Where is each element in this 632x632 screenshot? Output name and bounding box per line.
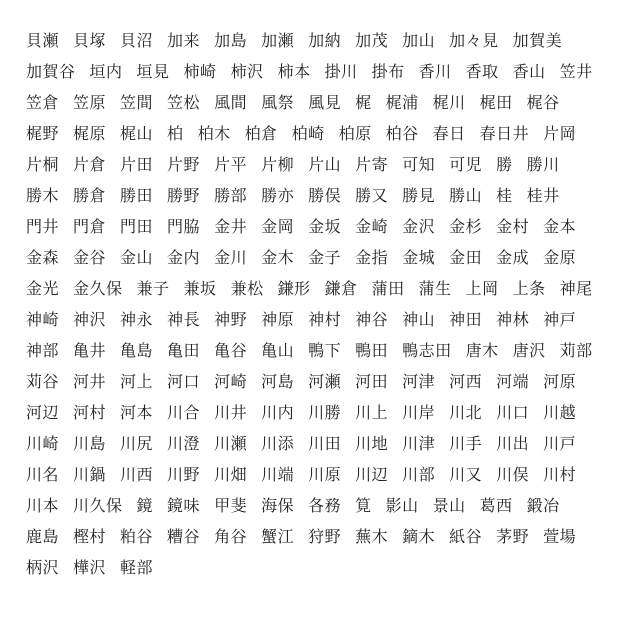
surname-item: 狩野 xyxy=(308,527,342,546)
surname-item: 甲斐 xyxy=(214,496,248,515)
surname-item: 加山 xyxy=(402,31,436,50)
surname-item: 加賀谷 xyxy=(26,62,76,81)
surname-item: 加々見 xyxy=(449,31,499,50)
surname-item: 金川 xyxy=(214,248,248,267)
surname-item: 川勝 xyxy=(308,403,342,422)
surname-item: 河田 xyxy=(355,372,389,391)
surname-item: 樺沢 xyxy=(73,558,107,577)
surname-item: 鎌倉 xyxy=(324,279,358,298)
surname-item: 河島 xyxy=(261,372,295,391)
surname-item: 貝瀬 xyxy=(26,31,60,50)
surname-item: 川井 xyxy=(214,403,248,422)
surname-item: 鴨志田 xyxy=(402,341,452,360)
surname-item: 勝部 xyxy=(214,186,248,205)
surname-item: 河原 xyxy=(543,372,577,391)
surname-item: 金崎 xyxy=(355,217,389,236)
surname-item: 川端 xyxy=(261,465,295,484)
surname-item: 金山 xyxy=(120,248,154,267)
surname-item: 川村 xyxy=(543,465,577,484)
surname-item: 川部 xyxy=(402,465,436,484)
surname-item: 可児 xyxy=(449,155,483,174)
surname-item: 神沢 xyxy=(73,310,107,329)
surname-item: 金田 xyxy=(449,248,483,267)
surname-item: 川尻 xyxy=(120,434,154,453)
surname-item: 蟹江 xyxy=(261,527,295,546)
surname-item: 川手 xyxy=(449,434,483,453)
surname-item: 掛川 xyxy=(324,62,358,81)
surname-item: 笠原 xyxy=(73,93,107,112)
surname-item: 加瀬 xyxy=(261,31,295,50)
surname-item: 加島 xyxy=(214,31,248,50)
surname-item: 金光 xyxy=(26,279,60,298)
surname-item: 金坂 xyxy=(308,217,342,236)
surname-item: 亀島 xyxy=(120,341,154,360)
surname-item: 笠松 xyxy=(167,93,201,112)
surname-item: 勝木 xyxy=(26,186,60,205)
surname-item: 粕谷 xyxy=(120,527,154,546)
surname-item: 神林 xyxy=(496,310,530,329)
surname-item: 川口 xyxy=(496,403,530,422)
surname-item: 影山 xyxy=(385,496,419,515)
surname-item: 神村 xyxy=(308,310,342,329)
surname-item: 春日 xyxy=(432,124,466,143)
surname-item: 川澄 xyxy=(167,434,201,453)
surname-item: 金内 xyxy=(167,248,201,267)
surname-item: 神山 xyxy=(402,310,436,329)
surname-item: 片野 xyxy=(167,155,201,174)
surname-item: 勝又 xyxy=(355,186,389,205)
surname-item: 神原 xyxy=(261,310,295,329)
surname-item: 柏倉 xyxy=(244,124,278,143)
surname-item: 苅部 xyxy=(559,341,593,360)
surname-item: 風祭 xyxy=(261,93,295,112)
surname-item: 金城 xyxy=(402,248,436,267)
surname-item: 樫村 xyxy=(73,527,107,546)
surname-item: 門脇 xyxy=(167,217,201,236)
surname-item: 河西 xyxy=(449,372,483,391)
surname-item: 貝沼 xyxy=(120,31,154,50)
surname-item: 鹿島 xyxy=(26,527,60,546)
surname-item: 片柳 xyxy=(261,155,295,174)
surname-item: 金久保 xyxy=(73,279,123,298)
surname-item: 柄沢 xyxy=(26,558,60,577)
surname-item: 加賀美 xyxy=(512,31,563,50)
surname-item: 唐木 xyxy=(465,341,499,360)
surname-item: 門井 xyxy=(26,217,60,236)
surname-item: 兼坂 xyxy=(183,279,217,298)
surname-item: 唐沢 xyxy=(512,341,546,360)
surname-item: 景山 xyxy=(432,496,466,515)
surname-item: 蒲田 xyxy=(371,279,405,298)
surname-item: 金杉 xyxy=(449,217,483,236)
surname-item: 河上 xyxy=(120,372,154,391)
surname-item: 河瀬 xyxy=(308,372,342,391)
surname-item: 鏑木 xyxy=(402,527,436,546)
surname-item: 笠井 xyxy=(559,62,593,81)
surname-item: 河辺 xyxy=(26,403,60,422)
surname-item: 兼子 xyxy=(136,279,170,298)
surname-item: 勝田 xyxy=(120,186,154,205)
surname-item: 鎌形 xyxy=(277,279,311,298)
surname-item: 川瀬 xyxy=(214,434,248,453)
surname-item: 片倉 xyxy=(73,155,107,174)
surname-item: 金原 xyxy=(543,248,577,267)
surname-item: 神野 xyxy=(214,310,248,329)
surname-item: 金村 xyxy=(496,217,530,236)
surname-item: 鍛冶 xyxy=(526,496,560,515)
surname-item: 柏谷 xyxy=(385,124,419,143)
surname-item: 川辺 xyxy=(355,465,389,484)
surname-item: 勝野 xyxy=(167,186,201,205)
surname-item: 柏崎 xyxy=(291,124,325,143)
surname-item: 川本 xyxy=(26,496,60,515)
surname-item: 川上 xyxy=(355,403,389,422)
surname-item: 亀谷 xyxy=(214,341,248,360)
surname-item: 神谷 xyxy=(355,310,389,329)
surname-item: 笠間 xyxy=(120,93,154,112)
surname-item: 金森 xyxy=(26,248,60,267)
surname-item: 鴨下 xyxy=(308,341,342,360)
surname-item: 垣見 xyxy=(136,62,170,81)
surname-item: 神部 xyxy=(26,341,60,360)
surname-item: 蒲生 xyxy=(418,279,452,298)
surname-item: 梶山 xyxy=(120,124,154,143)
surname-item: 川田 xyxy=(308,434,342,453)
surname-item: 柿本 xyxy=(277,62,311,81)
surname-item: 片平 xyxy=(214,155,248,174)
surname-item: 紙谷 xyxy=(449,527,483,546)
surname-item: 川原 xyxy=(308,465,342,484)
surname-item: 川出 xyxy=(496,434,530,453)
surname-item: 川島 xyxy=(73,434,107,453)
surname-item: 川西 xyxy=(120,465,154,484)
surname-item: 神田 xyxy=(449,310,483,329)
surname-item: 川合 xyxy=(167,403,201,422)
surname-item: 川俣 xyxy=(496,465,530,484)
surname-item: 柏 xyxy=(167,124,184,143)
surname-item: 河崎 xyxy=(214,372,248,391)
surname-item: 亀山 xyxy=(261,341,295,360)
surname-item: 萱場 xyxy=(543,527,577,546)
surname-item: 川又 xyxy=(449,465,483,484)
surname-item: 河口 xyxy=(167,372,201,391)
surname-item: 川内 xyxy=(261,403,295,422)
surname-item: 金井 xyxy=(214,217,248,236)
surname-item: 加来 xyxy=(167,31,201,50)
surname-item: 梶田 xyxy=(479,93,513,112)
surname-item: 海保 xyxy=(261,496,295,515)
surname-item: 梶野 xyxy=(26,124,60,143)
surname-item: 河端 xyxy=(496,372,530,391)
surname-item: 柿崎 xyxy=(183,62,217,81)
surname-item: 片岡 xyxy=(543,124,577,143)
surname-item: 神崎 xyxy=(26,310,60,329)
surname-item: 河津 xyxy=(402,372,436,391)
surname-item: 梶浦 xyxy=(385,93,419,112)
surname-item: 川鍋 xyxy=(73,465,107,484)
surname-item: 勝川 xyxy=(526,155,560,174)
surname-item: 兼松 xyxy=(230,279,264,298)
surname-item: 鏡 xyxy=(136,496,154,515)
surname-item: 神永 xyxy=(120,310,154,329)
surname-item: 勝亦 xyxy=(261,186,295,205)
surname-item: 勝俣 xyxy=(308,186,342,205)
surname-item: 神長 xyxy=(167,310,201,329)
surname-item: 金谷 xyxy=(73,248,107,267)
surname-item: 鴨田 xyxy=(355,341,389,360)
surname-item: 片寄 xyxy=(355,155,389,174)
surname-item: 梶川 xyxy=(432,93,466,112)
surname-item: 金沢 xyxy=(402,217,436,236)
surname-item: 金本 xyxy=(543,217,577,236)
surname-item: 門倉 xyxy=(73,217,107,236)
surname-item: 蕪木 xyxy=(355,527,389,546)
surname-item: 桂井 xyxy=(526,186,560,205)
surname-item: 片山 xyxy=(308,155,342,174)
surname-item: 筧 xyxy=(355,496,372,515)
surname-item: 神尾 xyxy=(559,279,593,298)
surname-item: 門田 xyxy=(120,217,154,236)
surname-item: 春日井 xyxy=(479,124,530,143)
surname-item: 川名 xyxy=(26,465,60,484)
surname-item: 川添 xyxy=(261,434,295,453)
surname-item: 加納 xyxy=(308,31,342,50)
surname-item: 川野 xyxy=(167,465,201,484)
surname-item: 片田 xyxy=(120,155,154,174)
surname-item: 柿沢 xyxy=(230,62,264,81)
surname-item: 亀井 xyxy=(73,341,107,360)
surname-item: 香山 xyxy=(512,62,546,81)
surname-item: 梶原 xyxy=(73,124,107,143)
surname-item: 川津 xyxy=(402,434,436,453)
surname-item: 角谷 xyxy=(214,527,248,546)
surname-item: 柏木 xyxy=(197,124,231,143)
surname-item: 可知 xyxy=(402,155,436,174)
surname-item: 川崎 xyxy=(26,434,60,453)
surname-item: 金岡 xyxy=(261,217,295,236)
surname-item: 梶 xyxy=(355,93,372,112)
surname-item: 川地 xyxy=(355,434,389,453)
surname-item: 川戸 xyxy=(543,434,577,453)
surname-item: 川北 xyxy=(449,403,483,422)
surname-item: 川畑 xyxy=(214,465,248,484)
surname-item: 川久保 xyxy=(73,496,123,515)
surname-item: 各務 xyxy=(308,496,342,515)
surname-item: 糟谷 xyxy=(167,527,201,546)
surname-item: 香取 xyxy=(465,62,499,81)
surname-item: 掛布 xyxy=(371,62,405,81)
surname-item: 亀田 xyxy=(167,341,201,360)
surname-item: 茅野 xyxy=(496,527,530,546)
surname-item: 勝山 xyxy=(449,186,483,205)
surname-item: 河本 xyxy=(120,403,154,422)
surname-item: 勝見 xyxy=(402,186,436,205)
surname-list xyxy=(26,25,616,583)
surname-item: 金成 xyxy=(496,248,530,267)
surname-item: 垣内 xyxy=(89,62,123,81)
surname-item: 風見 xyxy=(308,93,342,112)
surname-item: 河井 xyxy=(73,372,107,391)
surname-item: 上条 xyxy=(512,279,546,298)
surname-item: 神戸 xyxy=(543,310,577,329)
surname-item: 風間 xyxy=(214,93,248,112)
surname-item: 加茂 xyxy=(355,31,389,50)
surname-item: 上岡 xyxy=(465,279,499,298)
surname-item: 川越 xyxy=(543,403,577,422)
surname-item: 勝 xyxy=(496,155,513,174)
surname-item: 桂 xyxy=(496,186,513,205)
surname-item: 葛西 xyxy=(479,496,513,515)
surname-item: 片桐 xyxy=(26,155,60,174)
surname-item: 金子 xyxy=(308,248,342,267)
surname-item: 笠倉 xyxy=(26,93,60,112)
surname-item: 鏡味 xyxy=(167,496,201,515)
surname-item: 川岸 xyxy=(402,403,436,422)
surname-item: 梶谷 xyxy=(526,93,560,112)
surname-item: 苅谷 xyxy=(26,372,60,391)
surname-item: 河村 xyxy=(73,403,107,422)
surname-item: 軽部 xyxy=(120,558,154,577)
surname-item: 金木 xyxy=(261,248,295,267)
surname-item: 勝倉 xyxy=(73,186,107,205)
surname-item: 金指 xyxy=(355,248,389,267)
surname-item: 柏原 xyxy=(338,124,372,143)
surname-item: 香川 xyxy=(418,62,452,81)
surname-item: 貝塚 xyxy=(73,31,107,50)
